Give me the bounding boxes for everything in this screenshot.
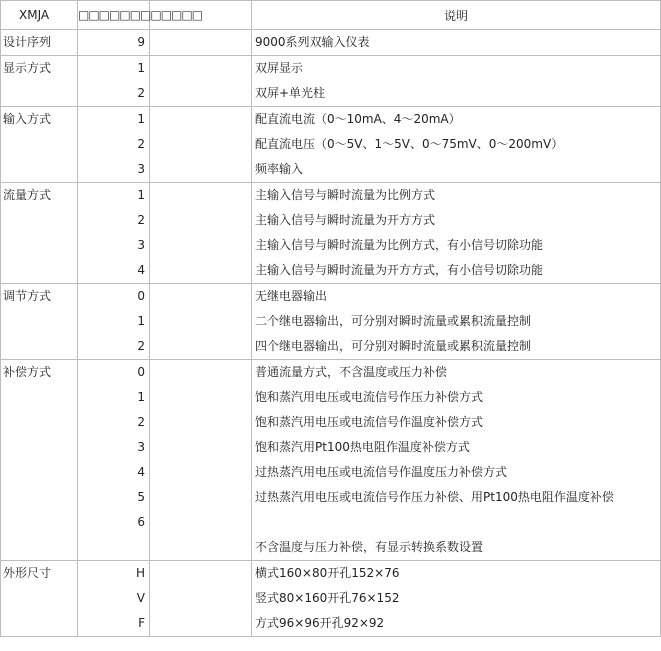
row-flow-mode (1, 183, 661, 284)
description-text: 主输入信号与瞬时流量为开方方式 (255, 213, 436, 227)
description-text: 二个继电器输出，可分别对瞬时流量或累积流量控制 (255, 314, 532, 328)
description-text: 方式96×96开孔92×92 (255, 616, 385, 630)
description-text: 四个继电器输出，可分别对瞬时流量或累积流量控制 (255, 339, 532, 353)
description-text: 主输入信号与瞬时流量为比例方式，有小信号切除功能 (255, 238, 544, 252)
row-compensation-mode (1, 360, 661, 561)
description-text: 饱和蒸汽用电压或电流信号作温度补偿方式 (255, 415, 484, 429)
description-text: 主输入信号与瞬时流量为比例方式 (255, 188, 436, 202)
code-value: 2 (137, 213, 145, 227)
code-value: 6 (137, 515, 145, 529)
code-value: 1 (137, 390, 145, 404)
category-label: 外形尺寸 (3, 566, 52, 580)
code-value: 1 (137, 314, 145, 328)
description-text: 竖式80×160开孔76×152 (255, 591, 400, 605)
header-row (1, 1, 661, 30)
category-label: 流量方式 (3, 188, 52, 202)
row-dimensions (1, 561, 661, 637)
code-value: 1 (137, 188, 145, 202)
row-control-mode (1, 284, 661, 360)
description-text: 横式160×80开孔152×76 (255, 566, 400, 580)
code-value: 3 (137, 162, 145, 176)
description-text: 过热蒸汽用电压或电流信号作压力补偿、用Pt100热电阻作温度补偿 (255, 490, 614, 504)
description-text: 频率输入 (255, 162, 304, 176)
category-label: 补偿方式 (3, 365, 52, 379)
row-display-mode (1, 56, 661, 107)
code-value: 4 (137, 263, 145, 277)
code-value: F (138, 616, 145, 630)
row-design-series (1, 30, 661, 56)
code-value: 3 (137, 238, 145, 252)
description-text: 9000系列双输入仪表 (255, 35, 370, 49)
code-value: 0 (137, 289, 145, 303)
code-value: 5 (137, 490, 145, 504)
code-value: 2 (137, 137, 145, 151)
header-model: XMJA (1, 1, 78, 30)
code-value: 9 (137, 35, 145, 49)
category-label: 设计序列 (3, 35, 52, 49)
row-input-mode (1, 107, 661, 183)
category-label: 调节方式 (3, 289, 52, 303)
description-text: 双屏+单光柱 (255, 86, 326, 100)
code-value: H (135, 566, 145, 580)
description-text: 饱和蒸汽用电压或电流信号作压力补偿方式 (255, 390, 484, 404)
description-text: 配直流电流（0～10mA、4～20mA） (255, 112, 461, 126)
code-value: 1 (137, 112, 145, 126)
category-label: 显示方式 (3, 61, 52, 75)
code-value: 2 (137, 86, 145, 100)
code-value: V (136, 591, 145, 605)
description-text: 双屏显示 (255, 61, 304, 75)
header-code-placeholder: □□□□□□□□□□□□ (78, 1, 150, 30)
code-value: 2 (137, 339, 145, 353)
code-value: 2 (137, 415, 145, 429)
code-value: 3 (137, 440, 145, 454)
description-text: 普通流量方式，不含温度或压力补偿 (255, 365, 448, 379)
description-text: 过热蒸汽用电压或电流信号作温度压力补偿方式 (255, 465, 508, 479)
category-label: 输入方式 (3, 112, 52, 126)
description-text: 无继电器输出 (255, 289, 328, 303)
description-text: 主输入信号与瞬时流量为开方方式，有小信号切除功能 (255, 263, 544, 277)
description-text: 配直流电压（0～5V、1～5V、0～75mV、0～200mV） (255, 137, 564, 151)
description-text: 饱和蒸汽用Pt100热电阻作温度补偿方式 (255, 440, 470, 454)
code-value: 0 (137, 365, 145, 379)
header-description: 说明 (252, 1, 661, 30)
code-value: 4 (137, 465, 145, 479)
code-value: 1 (137, 61, 145, 75)
description-text: 不含温度与压力补偿，有显示转换系数设置 (255, 540, 484, 554)
